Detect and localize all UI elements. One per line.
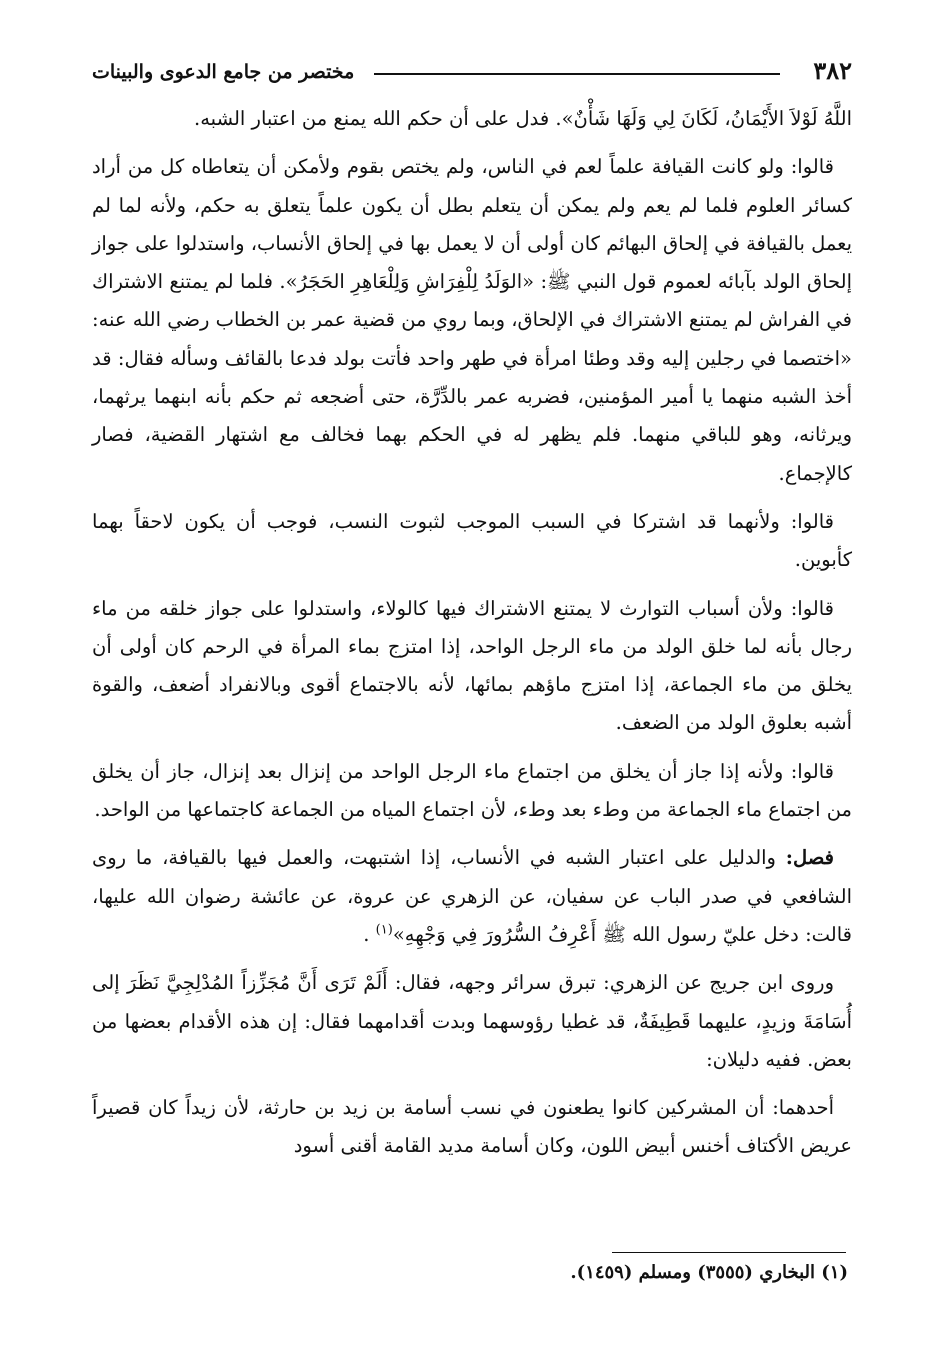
page-number: ٣٨٢	[813, 56, 852, 85]
fasl-paragraph	[92, 839, 852, 954]
main-text	[92, 100, 852, 1176]
paragraph: قالوا: ولو كانت القيافة علماً لعم في الناس، ولم يختص بقوم ولأمكن أن يتعاطاه كل من أراد كسائر العلوم فلما لم يعم ولم يمكن أن يتعلم بطل أن يكون علماً يتعلق به حكم، ولأنه لما لم يعمل بالقيافة في إلحاق البهائم كان أولى أن لا يعمل بها في إلحاق الأنساب، واستدلوا على جواز إلحاق الولد بآبائه لعموم قول النبي ﷺ: «الوَلَدُ لِلْفِرَاشِ وَلِلْعَاهِرِ الحَجَرُ». فلما لم يمتنع الاشتراك في الفراش لم يمتنع الاشتراك في الإلحاق، وبما روي من قضية عمر بن الخطاب رضي الله عنه: «اختصما في رجلين إليه وقد وطئا امرأة في طهر واحد فأتت بولد فدعا بالقائف وسأله فقال: قد أخذ الشبه منهما يا أمير المؤمنين، فضربه عمر بالدِّرَّة، حتى أضجعه ثم حكم بأنه ابنهما يرثهما، ويرثانه، وهو للباقي منهما. فلم يظهر له في الحكم بهما فخالف مع اشتهار القضية، فصار كالإجماع.	[92, 155, 852, 485]
footnote: (١) البخاري (٣٥٥٥) ومسلم (١٤٥٩).	[570, 1262, 848, 1283]
paragraph: اللَّهُ لَوْلاَ الأَيْمَانُ، لَكَانَ لِي وَلَهَا شَأْنٌ». فدل على أن حكم الله يمنع من اعتبار الشبه.	[194, 107, 852, 130]
fasl-end: .	[363, 922, 376, 946]
paragraph: قالوا: ولأنه إذا جاز أن يخلق من اجتماع ماء الرجل الواحد من إنزال بعد إنزال، جاز أن يخلق من اجتماع ماء الجماعة من وطء بعد وطء، لأن اجتماع المياه من الجماعة كاجتماعها من الواحد.	[92, 759, 852, 822]
fasl-label: فصل:	[785, 846, 834, 870]
footnote-rule	[612, 1252, 846, 1253]
paragraph: قالوا: ولأنهما قد اشتركا في السبب الموجب لثبوت النسب، فوجب أن يكون لاحقاً بهما كأبوين.	[92, 509, 852, 572]
page-header	[92, 56, 852, 90]
paragraph: قالوا: ولأن أسباب التوارث لا يمتنع الاشتراك فيها كالولاء، واستدلوا على جواز خلقه من ماء رجال بأنه لما خلق الولد من ماء الرجل الواحد، إذا امتزج بماء المرأة في الرحم كان أولى أن يخلق من ماء الجماعة، إذا امتزج ماؤهم بمائها، لأنه بالاجتماع أقوى وبالانفراد أضعف، والقوة أشبه بعلوق الولد من الضعف.	[92, 596, 852, 735]
header-rule	[374, 73, 780, 75]
footnote-ref[interactable]: (١)	[375, 922, 393, 938]
paragraph: وروى ابن جريج عن الزهري: تبرق سرائر وجهه، فقال: أَلَمْ تَرَى أَنَّ مُجَزِّزاً المُدْلِجِيَّ نَظَرَ إلى أُسَامَةَ وزيدٍ، عليهما قَطِيفَةٌ، قد غطيا رؤوسهما وبدت أقدامهما فقال: إن هذه الأقدام بعضها من بعض. ففيه دليلان:	[92, 971, 852, 1071]
running-title: مختصر من جامع الدعوى والبينات	[92, 61, 355, 83]
fasl-text: والدليل على اعتبار الشبه في الأنساب، إذا اشتبهت، والعمل فيها بالقيافة، ما روى الشافعي في صدر الباب عن سفيان، عن الزهري عن عروة، عن عائشة رضوان الله عليها، قالت: دخل عليّ رسول الله ﷺ أَعْرِفُ السُّرُورَ فِي وَجْهِهِ»	[92, 846, 852, 946]
paragraph: أحدهما: أن المشركين كانوا يطعنون في نسب أسامة بن زيد بن حارثة، لأن زيداً كان قصيراً عريض الأكتاف أخنس أبيض اللون، وكان أسامة مديد القامة أقنى أسود	[92, 1096, 852, 1158]
